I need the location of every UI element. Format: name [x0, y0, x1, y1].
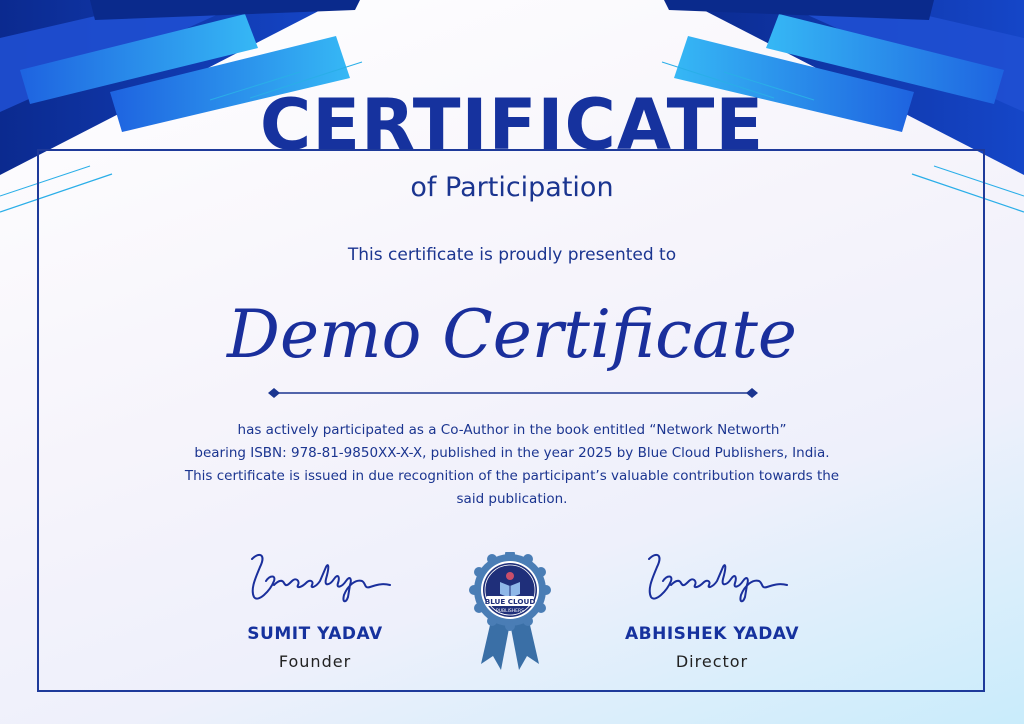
signatory-left: [215, 545, 415, 673]
recipient-name: Demo Certificate: [227, 296, 797, 373]
certificate-subtitle: of Participation: [410, 172, 614, 203]
certificate-title: CERTIFICATE: [259, 84, 765, 166]
signatory-name: ABHISHEK YADAV: [625, 624, 799, 644]
body-line: has actively participated as a Co-Author in the book entitled “Network Networth”: [237, 422, 787, 438]
body-line: This certificate is issued in due recognition of the participant’s valuable contribution towards the: [184, 468, 840, 484]
certificate-body: [140, 419, 884, 511]
publisher-seal-icon: [465, 552, 555, 674]
seal-line1: BLUE CLOUD: [484, 597, 536, 606]
body-line: said publication.: [456, 491, 568, 507]
signatory-role: Founder: [278, 652, 352, 671]
signatory-name: SUMIT YADAV: [247, 624, 383, 644]
signatory-right: [612, 545, 812, 673]
seal-line2: PUBLISHERS: [496, 609, 524, 614]
signature-image: [627, 545, 797, 609]
body-line: bearing ISBN: 978-81-9850XX-X-X, published in the year 2025 by Blue Cloud Publishers, India.: [194, 445, 830, 461]
signatory-role: Director: [675, 652, 749, 671]
presented-to-text: This certificate is proudly presented to: [347, 245, 677, 265]
name-divider: [268, 386, 758, 400]
signature-image: [230, 545, 400, 609]
